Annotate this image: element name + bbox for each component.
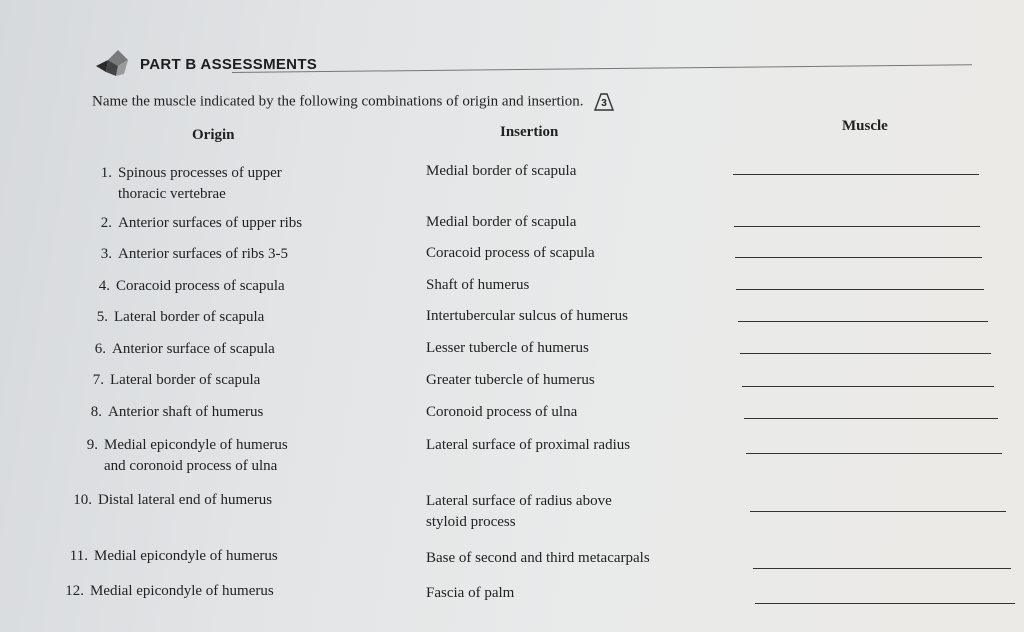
row-3-origin [90,244,288,265]
row-8-muscle-blank[interactable] [744,418,998,419]
row-7-number: 7. [92,372,104,388]
row-5-origin [86,307,264,328]
row-11-origin-line1: Medial epicondyle of humerus [94,548,278,564]
instructions-text: Name the muscle indicated by the following combinations of origin and insertion. [92,93,584,110]
row-8-insertion: Coronoid process of ulna [426,404,578,420]
row-2-insertion: Medial border of scapula [426,214,577,230]
row-6-muscle-blank[interactable] [740,353,991,354]
row-4-origin-line1: Coracoid process of scapula [116,278,285,294]
column-header-muscle: Muscle [842,118,888,134]
instructions [92,93,615,111]
row-1-insertion: Medial border of scapula [426,163,577,179]
row-4-origin [88,276,285,297]
row-1-muscle-blank[interactable] [733,174,979,175]
section-header [92,42,972,82]
row-10-origin-line1: Distal lateral end of humerus [98,492,273,508]
row-8-origin [80,402,263,423]
row-10-muscle-blank[interactable] [750,511,1006,512]
column-header-insertion: Insertion [500,124,559,140]
row-8-origin-line1: Anterior shaft of humerus [108,404,264,420]
row-7-origin-line1: Lateral border of scapula [110,372,261,388]
row-7-origin [82,370,260,391]
row-9-number: 9. [86,437,98,453]
row-12-muscle-blank[interactable] [755,603,1015,604]
row-6-origin [84,339,275,360]
row-1-number: 1. [100,165,112,181]
row-10-origin [70,490,272,511]
row-4-muscle-blank[interactable] [736,289,984,290]
row-2-muscle-blank[interactable] [734,226,980,227]
row-7-insertion: Greater tubercle of humerus [426,372,595,388]
part-title: PART B ASSESSMENTS [140,56,318,73]
row-6-insertion: Lesser tubercle of humerus [426,340,589,356]
row-11-origin [66,546,278,567]
row-7-muscle-blank[interactable] [742,386,994,387]
row-2-origin [90,213,302,234]
row-1-origin [90,163,282,205]
row-3-insertion: Coracoid process of scapula [426,245,595,261]
row-5-insertion: Intertubercular sulcus of humerus [426,308,629,324]
row-12-number: 12. [65,583,84,599]
row-6-origin-line1: Anterior surface of scapula [112,341,275,357]
row-10-insertion-line2: styloid process [426,514,516,530]
row-4-insertion: Shaft of humerus [426,277,530,293]
row-10-insertion-line1: Lateral surface of radius above [426,493,612,509]
row-8-number: 8. [90,404,102,420]
row-2-origin-line1: Anterior surfaces of upper ribs [118,215,303,231]
row-3-number: 3. [100,246,112,262]
row-10-number: 10. [73,492,92,508]
section-logo-icon [94,46,130,78]
row-9-origin-line2: and coronoid process of ulna [104,458,278,474]
row-5-origin-line1: Lateral border of scapula [114,309,265,325]
row-5-muscle-blank[interactable] [738,321,988,322]
column-header-origin: Origin [192,127,235,143]
row-12-origin-line1: Medial epicondyle of humerus [90,583,274,599]
row-4-number: 4. [98,278,110,294]
row-2-number: 2. [100,215,112,231]
row-6-number: 6. [94,341,106,357]
row-5-number: 5. [96,309,108,325]
row-11-muscle-blank[interactable] [753,568,1011,569]
row-3-origin-line1: Anterior surfaces of ribs 3-5 [118,246,288,262]
row-9-origin [76,435,288,477]
row-3-muscle-blank[interactable] [735,257,982,258]
row-11-number: 11. [69,548,88,564]
row-1-origin-line2: thoracic vertebrae [118,186,226,202]
row-1-origin-line1: Spinous processes of upper [118,165,282,181]
row-12-origin [62,581,274,602]
row-9-insertion: Lateral surface of proximal radius [426,437,631,453]
header-rule [232,64,972,73]
row-9-origin-line1: Medial epicondyle of humerus [104,437,288,453]
row-11-insertion: Base of second and third metacarpals [426,550,650,566]
row-12-insertion: Fascia of palm [426,585,515,601]
row-9-muscle-blank[interactable] [746,453,1002,454]
row-10-insertion [426,491,612,533]
svg-text:3: 3 [601,98,608,109]
assessment-marker-icon [593,93,615,111]
